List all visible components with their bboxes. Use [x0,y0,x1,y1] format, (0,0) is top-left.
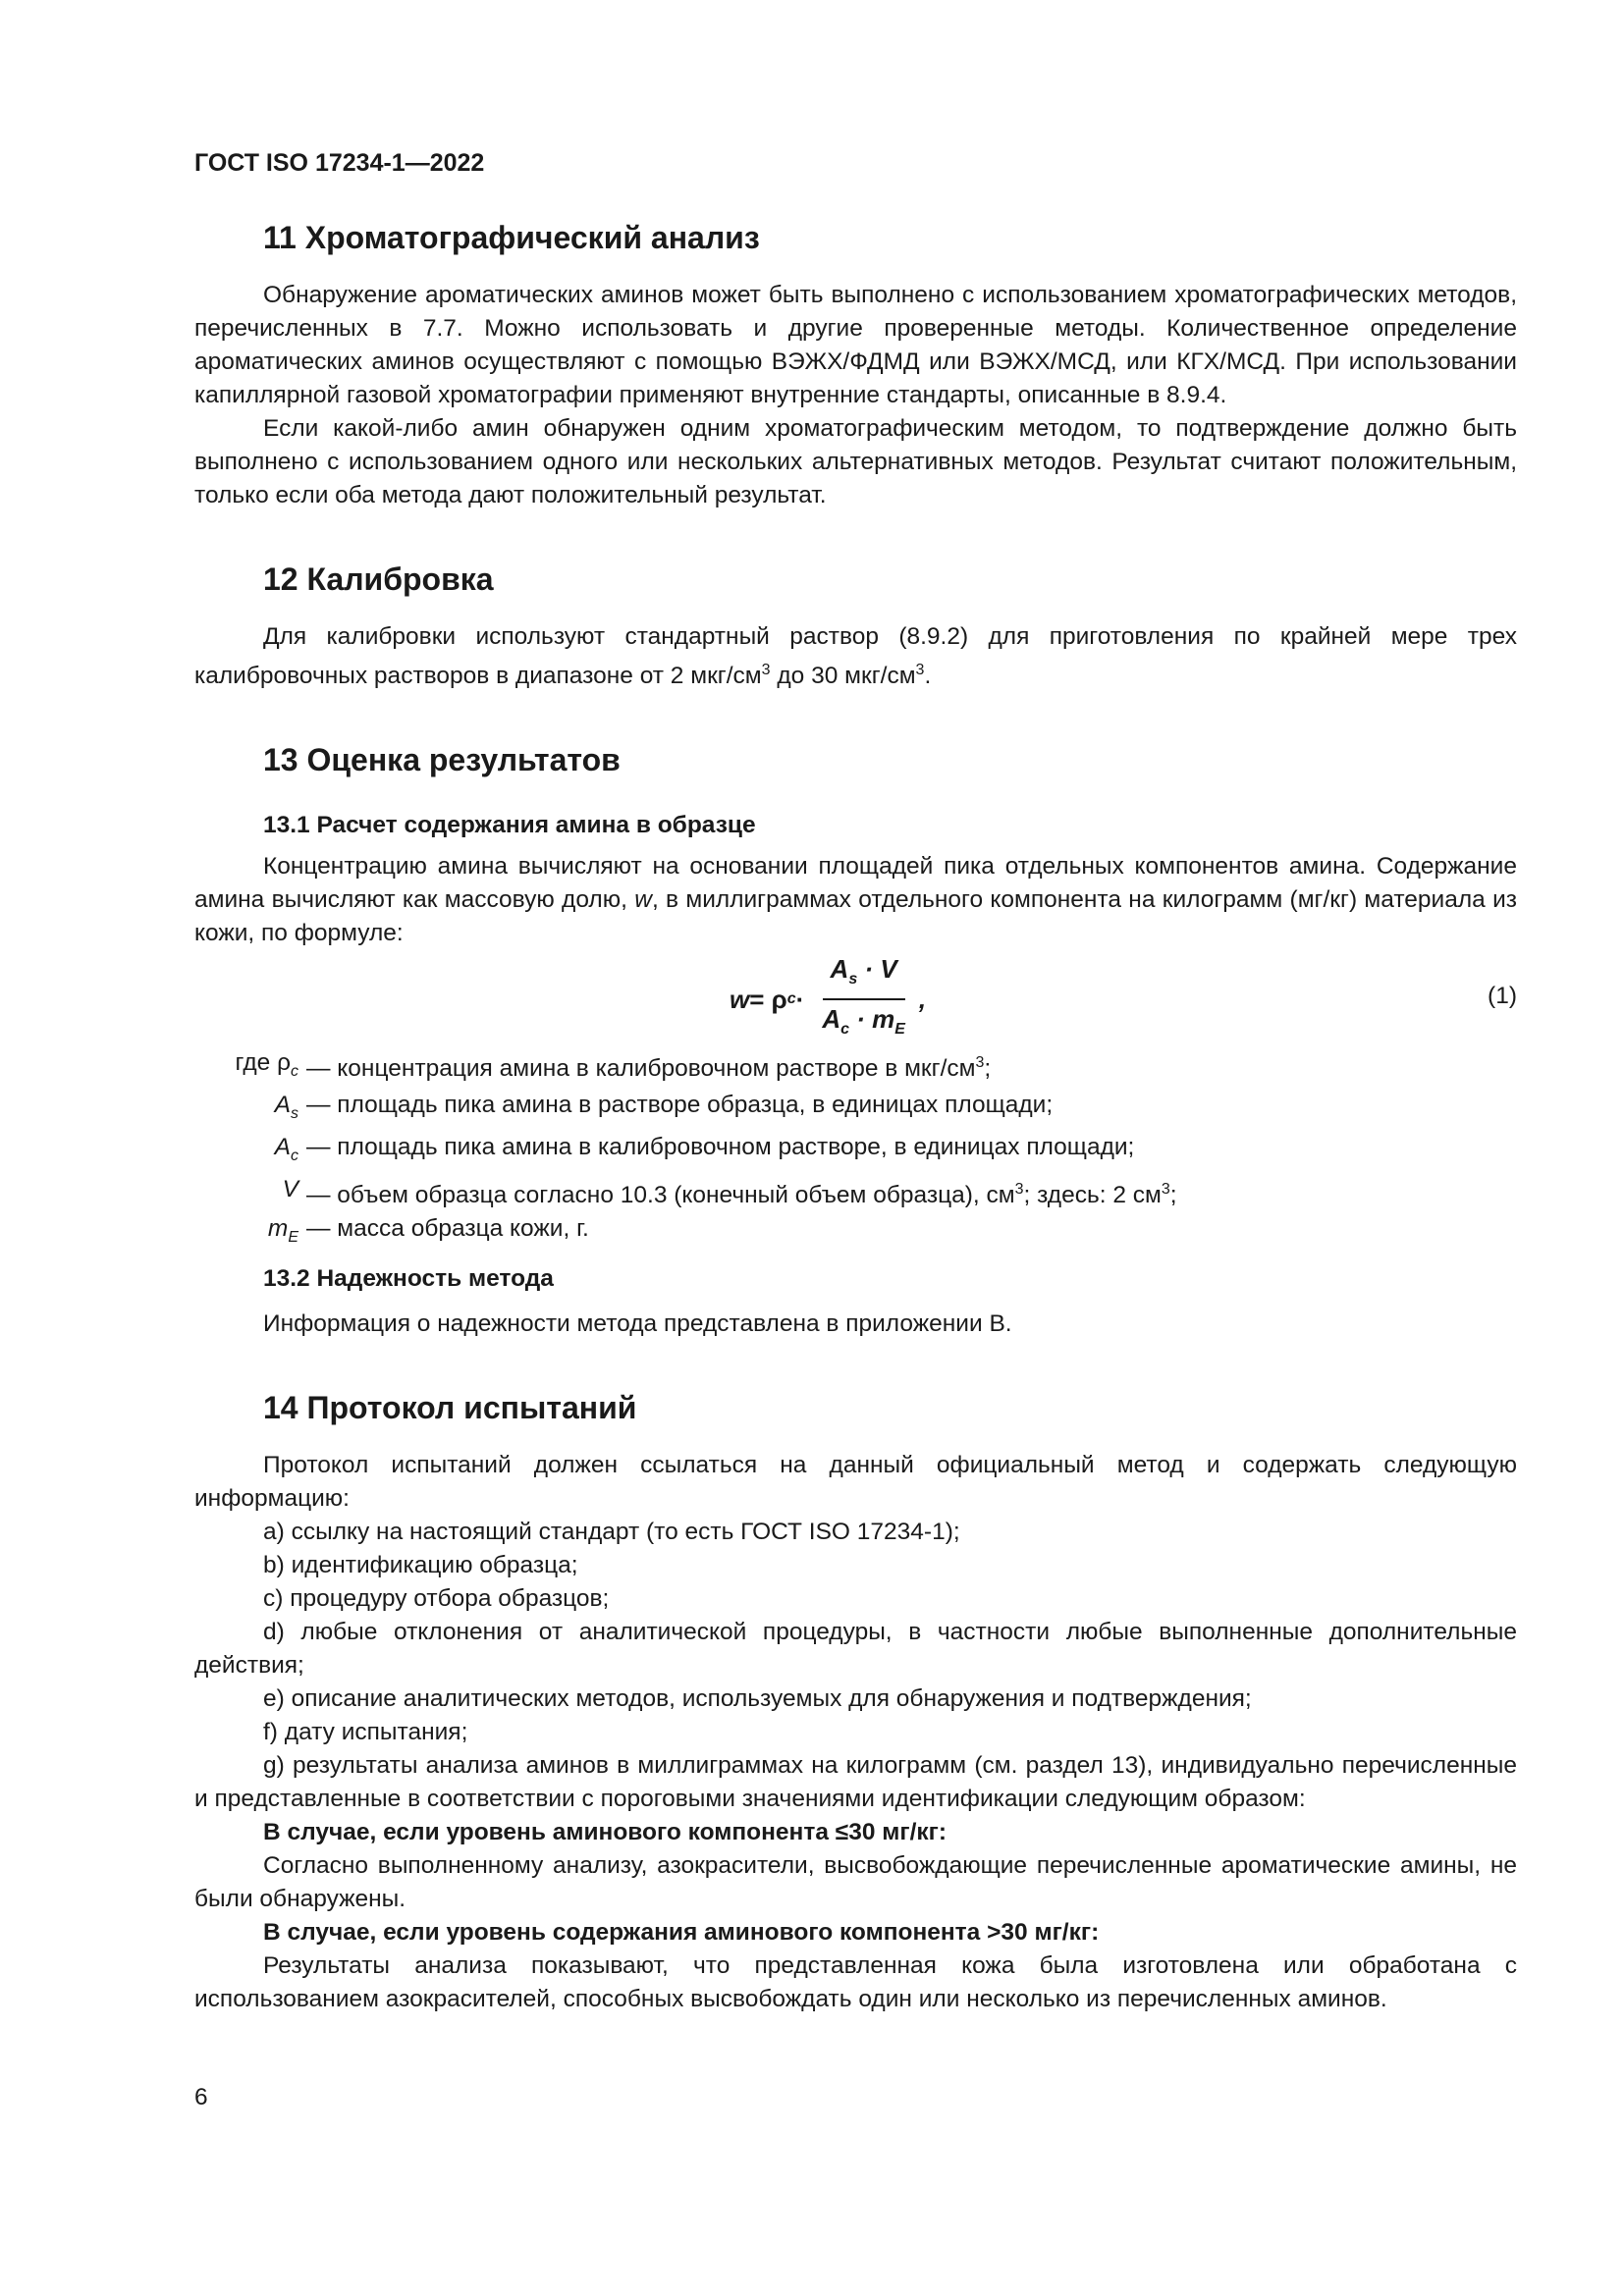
subsection-13-2-paragraph: Информация о надежности метода представлена в приложении В. [263,1309,1012,1337]
legend-row-ac: $A_c$ — площадь пика амина в калибровочном растворе, в единицах площади; [274,1133,1135,1164]
section-11-title: 11 Хроматографический анализ [263,220,760,255]
section-11-paragraph-1: Обнаружение ароматических аминов может быть выполнено с использованием хроматографических методов, перечисленных в 7.7. Можно использовать и другие проверенные методы. Количественное определение ароматических аминов осуществляют с помощью ВЭЖХ/ФДМД или ВЭЖХ/МСД, или КГХ/МСД. При использовании капиллярной газовой хроматографии применяют внутренние стандарты, описанные в 8.9.4. [194,282,1517,408]
list-item-g: g) результаты анализа аминов в миллиграммах на килограмм (см. раздел 13), индивидуально перечисленные и представленные в соответствии с пороговыми значениями идентификации следующим образом: [194,1751,1517,1812]
list-item-d: d) любые отклонения от аналитической процедуры, в частности любые выполненные дополнительные действия; [194,1618,1517,1679]
case-2-title: В случае, если уровень содержания аминового компонента >30 мг/кг: [263,1918,1100,1946]
section-11-paragraph-2: Если какой-либо амин обнаружен одним хроматографическим методом, то подтверждение должно быть выполнено с использованием одного или нескольких альтернативных методов. Результат считают положительным, только если оба метода дают положительный результат. [194,415,1517,508]
case-1-title: В случае, если уровень аминового компонента ≤30 мг/кг: [263,1818,947,1845]
section-12-title: 12 Калибровка [263,561,494,597]
list-item-e: e) описание аналитических методов, используемых для обнаружения и подтверждения; [263,1684,1252,1712]
section-14-title: 14 Протокол испытаний [263,1389,637,1425]
section-14-paragraph-1: Протокол испытаний должен ссылаться на данный официальный метод и содержать следующую информацию: [194,1451,1517,1512]
case-1-text: Согласно выполненному анализу, азокрасители, высвобождающие перечисленные ароматические амины, не были обнаружены. [194,1851,1517,1912]
page-number: 6 [194,2084,208,2110]
formula-1 [194,953,1517,1041]
subsection-13-1-title: 13.1 Расчет содержания амина в образце [263,812,756,839]
list-item-c: c) процедуру отбора образцов; [263,1584,610,1612]
formula-number: (1) [1488,983,1517,1010]
subsection-13-1-paragraph: Концентрацию амина вычисляют на основании площадей пика отдельных компонентов амина. Содержание амина вычисляют как массовую долю, w, в миллиграммах отдельного компонента на килограмм (мг/кг) материала из кожи, по формуле: [194,853,1517,947]
list-item-b: b) идентификацию образца; [263,1551,578,1578]
case-2-text: Результаты анализа показывают, что представленная кожа была изготовлена или обработана с использованием азокрасителей, способных высвобождать один или несколько из перечисленных аминов. [194,1951,1517,2012]
section-13-title: 13 Оценка результатов [263,742,621,778]
list-item-a: a) ссылку на настоящий стандарт (то есть ГОСТ ISO 17234-1); [263,1518,960,1545]
page-content [194,218,1517,2016]
legend-row-v: V — объем образца согласно 10.3 (конечный объем образца), $см^3$; здесь: 2 $см^3$; [282,1175,1177,1208]
legend-row-as: $A_s$ — площадь пика амина в растворе образца, в единицах площади; [274,1092,1054,1122]
legend-row-me: $m_E$ — масса образца кожи, г. [267,1214,589,1246]
legend-row-rho: где $\rho_c$ — концентрация амина в калибровочном растворе в мкг/$см^3$; [235,1049,992,1083]
formula-fraction: $\frac{A_s \cdot V}{A_c \cdot m_E}$ [822,953,905,1039]
list-item-f: f) дату испытания; [263,1718,468,1745]
formula-legend [181,1046,1517,1255]
formula-expression: w = ρ c · $\frac{A_s \cdot V}{A_c \cdot m_E}$ , [730,958,926,1041]
subsection-13-2-title: 13.2 Надежность метода [263,1264,554,1292]
section-12-paragraph-1: Для калибровки используют стандартный раствор (8.9.2) для приготовления по крайней мере трех калибровочных растворов в диапазоне от 2 мкг/$см^3$ до 30 мкг/$см^3$. [194,623,1517,690]
document-header: ГОСТ ISO 17234-1—2022 [194,149,485,177]
